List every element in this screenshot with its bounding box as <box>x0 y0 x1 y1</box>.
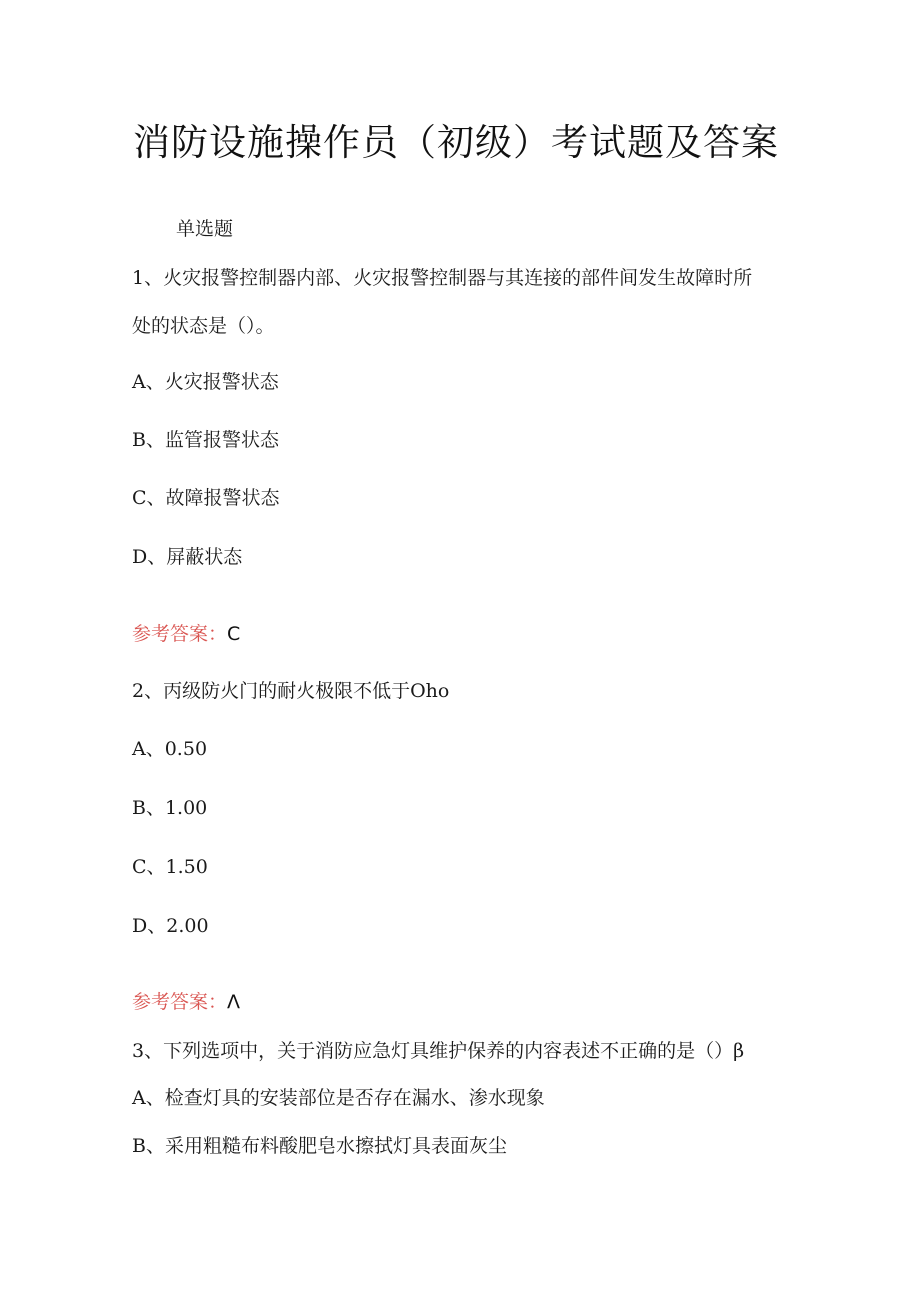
question-2-option-c: C、1.50 <box>132 856 208 878</box>
answer-label: 参考答案： <box>132 991 228 1013</box>
question-1-option-c: C、故障报警状态 <box>132 487 280 509</box>
question-3-option-a: A、检查灯具的安装部位是否存在漏水、渗水现象 <box>132 1087 545 1109</box>
question-2-option-d: D、2.00 <box>132 915 209 937</box>
question-3-text: 3、下列选项中，关于消防应急灯具维护保养的内容表述不正确的是（）β <box>132 1040 745 1062</box>
question-2-option-a: A、0.50 <box>132 738 208 760</box>
question-2-text: 2、丙级防火门的耐火极限不低于Oho <box>132 680 450 702</box>
question-1-option-b: B、监管报警状态 <box>132 429 279 451</box>
question-2-option-b: B、1.00 <box>132 797 208 819</box>
question-1-answer <box>132 622 240 646</box>
answer-label: 参考答案： <box>132 623 228 645</box>
question-1-line-1: 1、火灾报警控制器内部、火灾报警控制器与其连接的部件间发生故障时所 <box>132 267 753 289</box>
answer-value: C <box>227 623 241 645</box>
question-1-option-d: D、屏蔽状态 <box>132 546 243 568</box>
question-2-answer <box>132 990 240 1014</box>
question-1-line-2: 处的状态是（）。 <box>132 315 275 337</box>
question-3-option-b: B、采用粗糙布料酸肥皂水擦拭灯具表面灰尘 <box>132 1135 507 1157</box>
answer-value: Λ <box>227 991 241 1013</box>
section-heading: 单选题 <box>176 218 234 240</box>
document-title: 消防设施操作员（初级）考试题及答案 <box>133 121 779 164</box>
question-1-option-a: A、火灾报警状态 <box>132 371 279 393</box>
